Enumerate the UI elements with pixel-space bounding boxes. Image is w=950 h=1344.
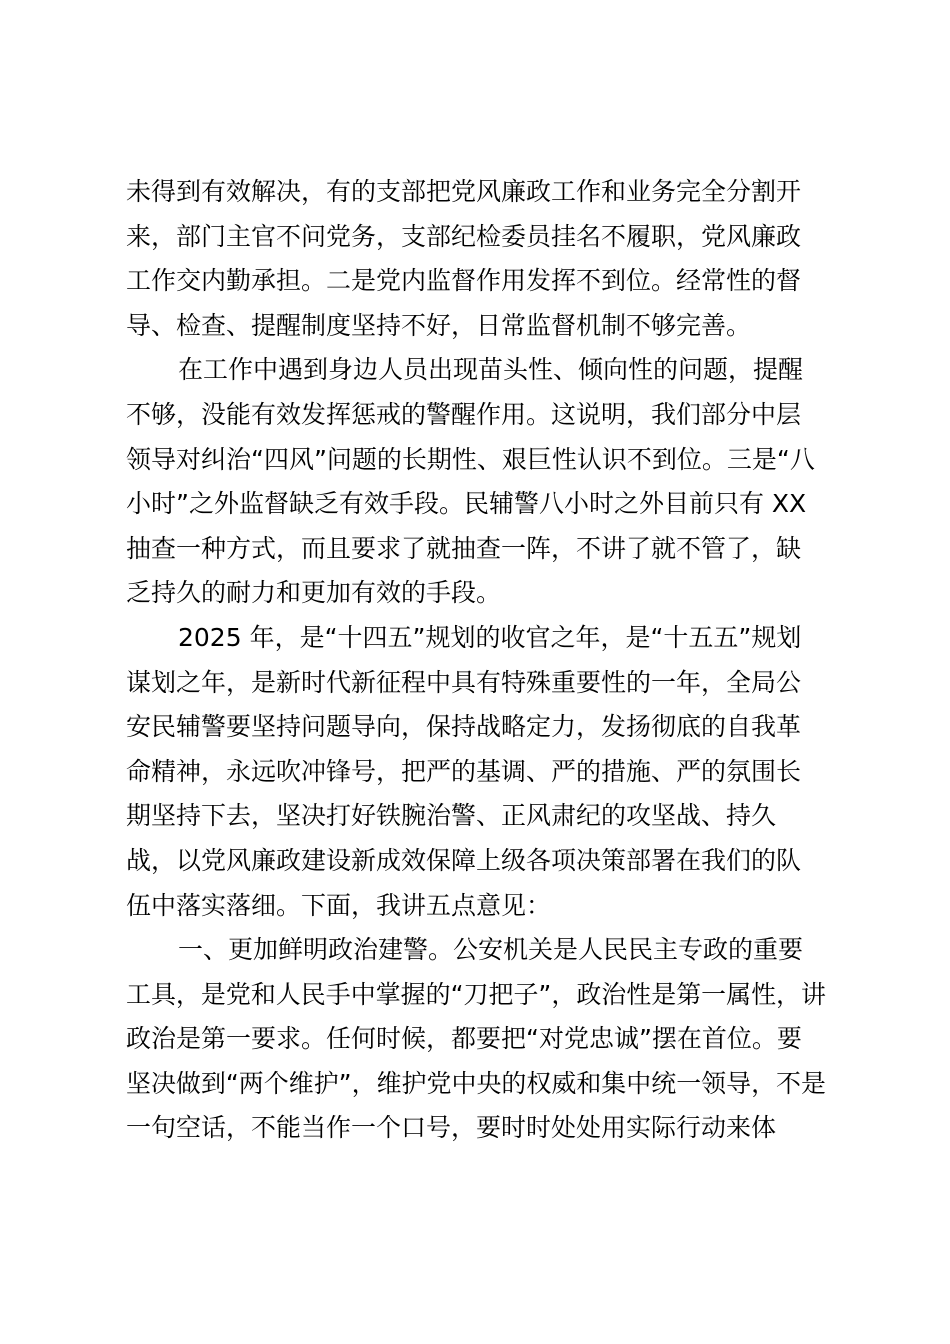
text-line: 不够，没能有效发挥惩戒的警醒作用。这说明，我们部分中层	[126, 399, 802, 429]
text-line: 乏持久的耐力和更加有效的手段。	[126, 578, 502, 608]
text-line: 一句空话，不能当作一个口号，要时时处处用实际行动来体	[126, 1113, 777, 1143]
text-line: 期坚持下去，坚决打好铁腕治警、正风肃纪的攻坚战、持久	[126, 801, 777, 831]
text-line: 谋划之年，是新时代新征程中具有特殊重要性的一年，全局公	[126, 667, 802, 697]
text-line: 命精神，永远吹冲锋号，把严的基调、严的措施、严的氛围长	[126, 756, 802, 786]
text-line: 来，部门主官不问党务，支部纪检委员挂名不履职，党风廉政	[126, 221, 802, 251]
text-line: 政治是第一要求。任何时候，都要把“对党忠诚”摆在首位。要	[126, 1024, 802, 1054]
text-line: 在工作中遇到身边人员出现苗头性、倾向性的问题，提醒	[178, 355, 804, 385]
text-line: 导、检查、提醒制度坚持不好，日常监督机制不够完善。	[126, 310, 752, 340]
text-line: 领导对纠治“四风”问题的长期性、艰巨性认识不到位。三是“八	[126, 444, 815, 474]
text-line: 工作交内勤承担。二是党内监督作用发挥不到位。经常性的督	[126, 266, 802, 296]
text-line: 一、更加鲜明政治建警。公安机关是人民民主专政的重要	[178, 935, 804, 965]
text-line: 安民辅警要坚持问题导向，保持战略定力，发扬彻底的自我革	[126, 712, 802, 742]
text-line: 伍中落实落细。下面，我讲五点意见：	[126, 890, 552, 920]
text-line: 抽查一种方式，而且要求了就抽查一阵，不讲了就不管了，缺	[126, 533, 802, 563]
text-line: 坚决做到“两个维护”，维护党中央的权威和集中统一领导，不是	[126, 1068, 826, 1098]
text-line: 战，以党风廉政建设新成效保障上级各项决策部署在我们的队	[126, 845, 802, 875]
text-line: 2025 年，是“十四五”规划的收官之年，是“十五五”规划	[178, 622, 802, 652]
text-line: 工具，是党和人民手中掌握的“刀把子”，政治性是第一属性，讲	[126, 979, 826, 1009]
text-line: 小时”之外监督缺乏有效手段。民辅警八小时之外目前只有 XX	[126, 489, 807, 519]
text-line: 未得到有效解决，有的支部把党风廉政工作和业务完全分割开	[126, 177, 802, 206]
document-body	[126, 170, 826, 1151]
